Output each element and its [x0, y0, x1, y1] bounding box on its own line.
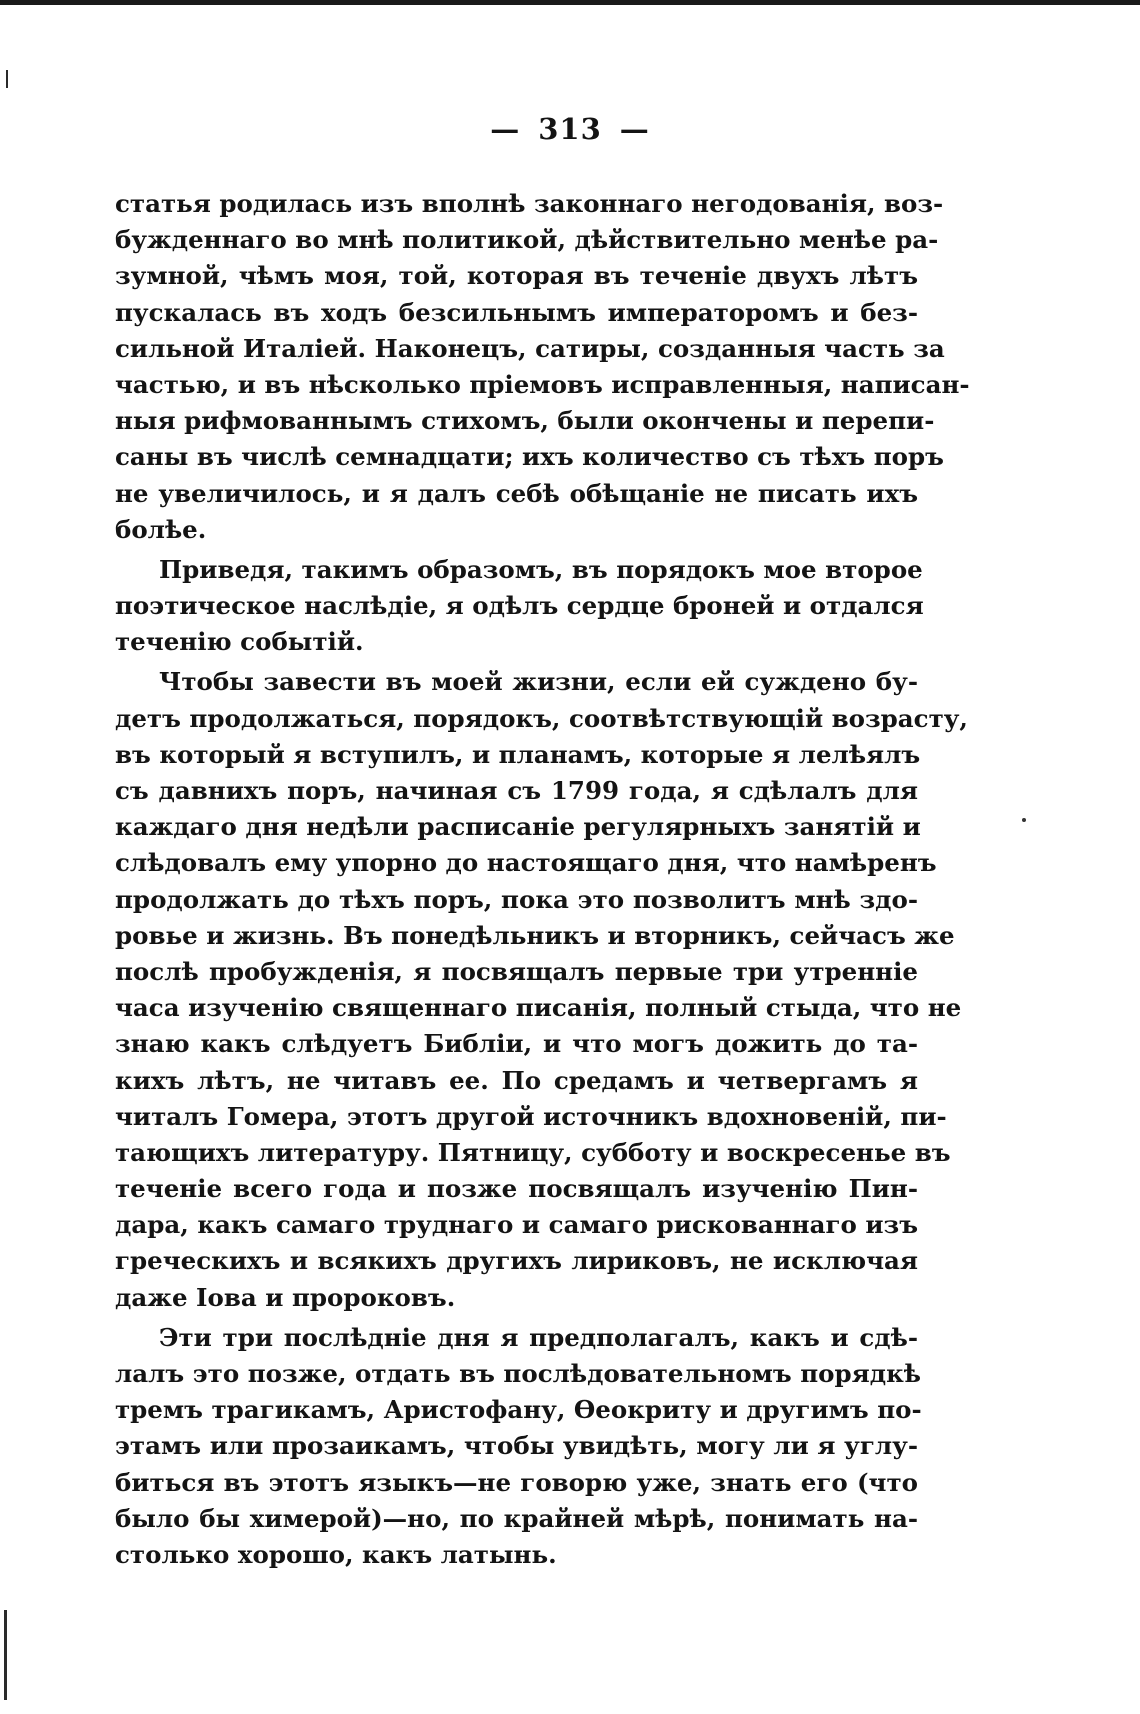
text-line: читалъ Гомера, этотъ другой источникъ вдохновеній, пи-: [115, 1101, 947, 1131]
text-line: кихъ лѣтъ, не читавъ ее. По средамъ и четвергамъ я: [115, 1065, 918, 1095]
text-line: не увеличилось, и я далъ себѣ обѣщаніе не писать ихъ: [115, 478, 918, 508]
text-line: съ давнихъ поръ, начиная съ 1799 года, я сдѣлалъ для: [115, 776, 918, 805]
text-line: столько хорошо, какъ латынь.: [115, 1539, 557, 1569]
text-line: греческихъ и всякихъ другихъ лириковъ, не исключая: [115, 1246, 918, 1276]
text-line: частью, и въ нѣсколько пріемовъ исправленныя, написан-: [115, 369, 970, 399]
body-text: [115, 186, 970, 1573]
scan-speck: [1022, 818, 1026, 822]
page-number: [0, 112, 1140, 146]
text-line: поэтическое наслѣдіе, я одѣлъ сердце броней и отдался: [115, 591, 924, 621]
text-line: пускалась въ ходъ безсильнымъ императоромъ и без-: [115, 297, 918, 327]
text-line: ныя рифмованнымъ стихомъ, были окончены и перепи-: [115, 406, 935, 436]
text-line: слѣдовалъ ему упорно до настоящаго дня, что намѣренъ: [115, 848, 937, 878]
text-line: теченію событій.: [115, 627, 364, 657]
scan-edge-mark: [6, 70, 8, 88]
text-line: теченіе всего года и позже посвящалъ изученію Пин-: [115, 1174, 918, 1204]
text-line: Эти три послѣдніе дня я предполагалъ, какъ и сдѣ-: [159, 1322, 918, 1352]
scan-edge-mark: [4, 1610, 7, 1700]
text-line: послѣ пробужденія, я посвящалъ первые три утренніе: [115, 956, 918, 986]
page-number-dash-right: —: [619, 112, 650, 146]
text-line: знаю какъ слѣдуетъ Библіи, и что могъ дожить до та-: [115, 1029, 918, 1059]
text-line: сильной Италіей. Наконецъ, сатиры, созданныя часть за: [115, 333, 945, 363]
text-line: тремъ трагикамъ, Аристофану, Ѳеокриту и другимъ по-: [115, 1395, 922, 1425]
text-line: каждаго дня недѣли расписаніе регулярныхъ занятій и: [115, 812, 921, 842]
text-line: было бы химерой)—но, по крайней мѣрѣ, понимать на-: [115, 1503, 918, 1533]
text-line: саны въ числѣ семнадцати; ихъ количество съ тѣхъ поръ: [115, 442, 944, 472]
text-line: даже Іова и пророковъ.: [115, 1282, 456, 1312]
paragraph-2: [115, 552, 924, 661]
page-top-border: [0, 0, 1140, 5]
text-line: зумной, чѣмъ моя, той, которая въ теченіе двухъ лѣтъ: [115, 261, 918, 291]
paragraph-4: [115, 1320, 922, 1573]
text-line: въ который я вступилъ, и планамъ, которые я лелѣялъ: [115, 739, 921, 769]
text-line: часа изученію священнаго писанія, полный стыда, что не: [115, 993, 962, 1023]
text-line: продолжать до тѣхъ поръ, пока это позволитъ мнѣ здо-: [115, 884, 918, 914]
text-line: Чтобы завести въ моей жизни, если ей суждено бу-: [159, 667, 918, 697]
text-line: бужденнаго во мнѣ политикой, дѣйствительно менѣе ра-: [115, 225, 939, 255]
text-line: дара, какъ самаго труднаго и самаго рискованнаго изъ: [115, 1210, 918, 1240]
paragraph-3: [115, 664, 968, 1315]
text-line: статья родилась изъ вполнѣ законнаго негодованія, воз-: [115, 189, 944, 218]
text-line: болѣе.: [115, 514, 207, 544]
text-line: ровье и жизнь. Въ понедѣльникъ и вторникъ, сейчасъ же: [115, 920, 955, 950]
text-line: биться въ этотъ языкъ—не говорю уже, знать его (что: [115, 1467, 918, 1497]
paragraph-1: [115, 186, 970, 548]
text-line: детъ продолжаться, порядокъ, соотвѣтствующій возрасту,: [115, 703, 968, 733]
page-number-dash-left: —: [490, 112, 521, 146]
text-line: этамъ или прозаикамъ, чтобы увидѣть, могу ли я углу-: [115, 1431, 918, 1461]
text-line: лалъ это позже, отдать въ послѣдовательномъ порядкѣ: [115, 1359, 921, 1388]
page-number-value: 313: [538, 112, 602, 146]
text-line: Приведя, такимъ образомъ, въ порядокъ мое второе: [159, 554, 923, 584]
text-line: тающихъ литературу. Пятницу, субботу и воскресенье въ: [115, 1137, 951, 1167]
